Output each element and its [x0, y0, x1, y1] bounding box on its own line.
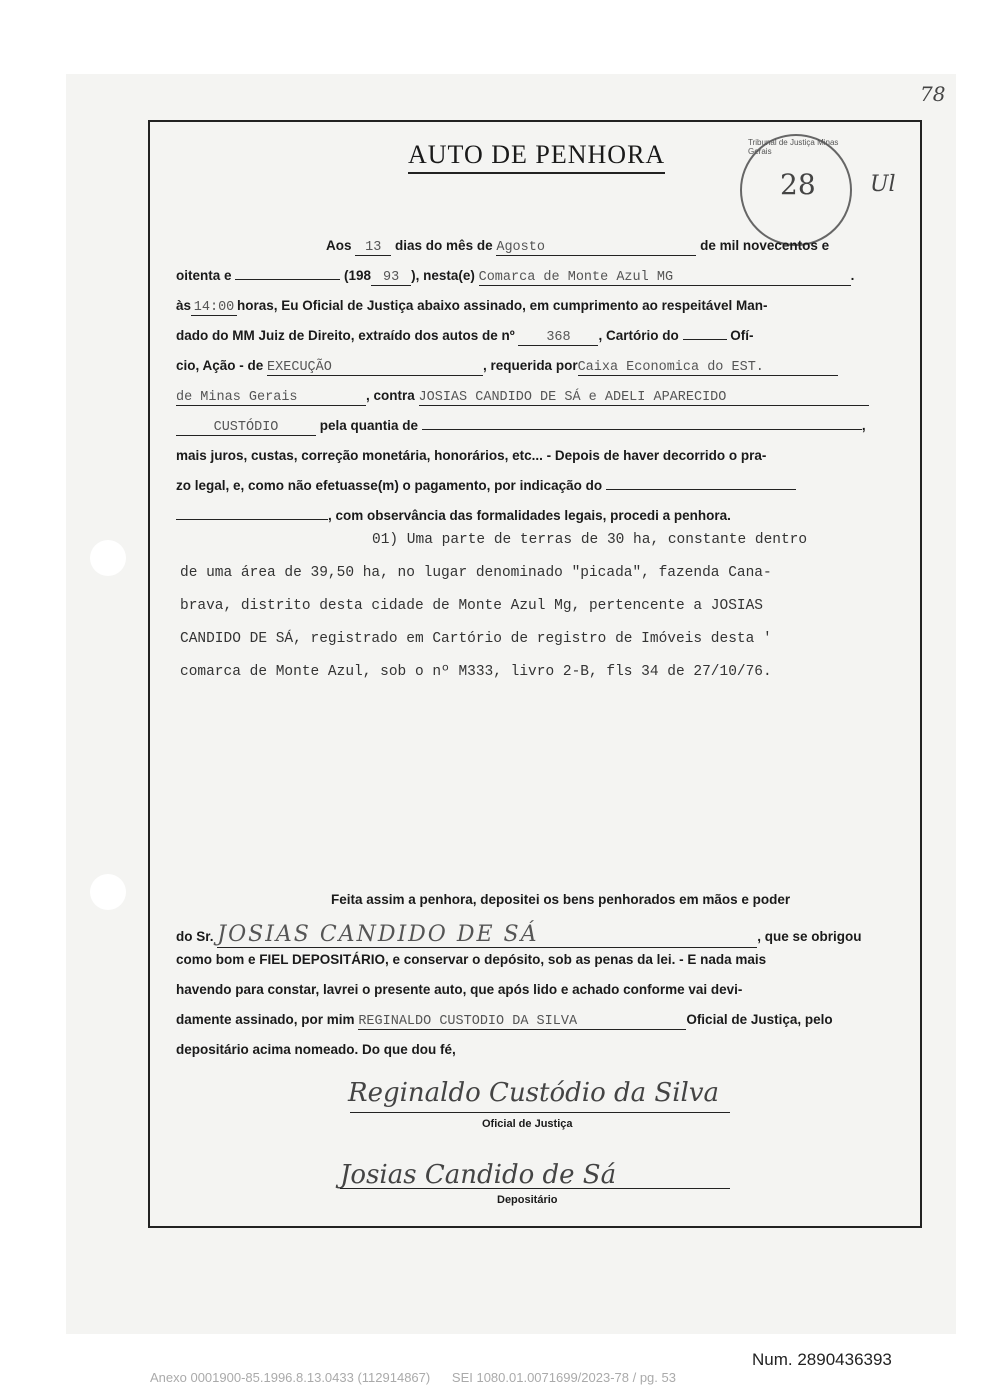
typed-line-5: comarca de Monte Azul, sob o nº M333, livro 2-B, fls 34 de 27/10/76.	[180, 664, 772, 680]
requester-field: Caixa Economica do EST.	[578, 360, 838, 376]
initials-note: Ul	[870, 172, 896, 197]
closing-line-3: como bom e FIEL DEPOSITÁRIO, e conservar o depósito, sob as penas da lei. - E nada mais	[176, 952, 767, 967]
closing-line-4: havendo para constar, lavrei o presente auto, que após lido e achado conforme vai devi-	[176, 982, 743, 997]
defendant-field-2: CUSTÓDIO	[176, 420, 316, 436]
depositary-signature-line	[340, 1188, 730, 1189]
day-field: 13	[355, 240, 391, 256]
officer-signature-line	[350, 1112, 730, 1113]
footer-reference: Anexo 0001900-85.1996.8.13.0433 (112914867) SEI 1080.01.0071699/2023-78 / pg. 53	[150, 1370, 676, 1385]
typed-line-4: CANDIDO DE SÁ, registrado em Cartório de registro de Imóveis desta '	[180, 631, 772, 647]
text-line-10: , com observância das formalidades legais, procedi a penhora.	[176, 508, 908, 523]
stamp-text: Tribunal de Justiça Minas Gerais	[748, 138, 839, 156]
text-line-4: dado do MM Juiz de Direito, extraído dos autos de nº 368 , Cartório do Ofí-	[176, 328, 754, 345]
text-line-5: cio, Ação - de EXECUÇÃO , requerida porCaixa Economica do EST.	[176, 358, 908, 376]
depositary-name-field: JOSIAS CANDIDO DE SÁ	[217, 922, 757, 948]
officer-name-field: REGINALDO CUSTODIO DA SILVA	[358, 1014, 686, 1030]
process-number-field: 368	[518, 330, 598, 346]
closing-line-1: Feita assim a penhora, depositei os bens penhorados em mãos e poder	[331, 892, 791, 907]
punch-hole	[90, 540, 126, 576]
text-line-3: às 14:00 horas, Eu Oficial de Justiça abaixo assinado, em cumprimento ao respeitável Man-	[176, 298, 768, 315]
depositary-signature: Josias Candido de Sá	[340, 1160, 617, 1190]
depositary-caption: Depositário	[497, 1194, 558, 1206]
action-field: EXECUÇÃO	[267, 360, 483, 376]
requester-field-2: de Minas Gerais	[176, 390, 366, 406]
officer-caption: Oficial de Justiça	[482, 1118, 573, 1130]
typed-line-2: de uma área de 39,50 ha, no lugar denominado "picada", fazenda Cana-	[180, 565, 772, 581]
closing-line-6: depositário acima nomeado. Do que dou fé,	[176, 1042, 456, 1057]
text-line-8: mais juros, custas, correção monetária, honorários, etc... - Depois de haver decorrido o pra-	[176, 448, 767, 463]
month-field: Agosto	[496, 240, 696, 256]
document-title: AUTO DE PENHORA	[408, 140, 665, 174]
defendant-field: JOSIAS CANDIDO DE SÁ e ADELI APARECIDO	[419, 390, 869, 406]
text-line-1: Aos 13 dias do mês de Agosto de mil novecentos e	[326, 238, 830, 255]
corner-page-note: 78	[920, 82, 946, 106]
text-line-2: oitenta e (198 93 ), nesta(e) Comarca de Monte Azul MG .	[176, 268, 855, 285]
time-field: 14:00	[191, 300, 237, 316]
text-line-7: CUSTÓDIO pela quantia de ,	[176, 418, 908, 436]
place-field: Comarca de Monte Azul MG	[479, 270, 851, 286]
closing-line-5: damente assinado, por mim REGINALDO CUSTODIO DA SILVA Oficial de Justiça, pelo	[176, 1012, 833, 1029]
document-number: Num. 2890436393	[752, 1350, 892, 1369]
punch-hole	[90, 874, 126, 910]
text-line-9: zo legal, e, como não efetuasse(m) o pagamento, por indicação do	[176, 478, 908, 493]
year-field: 93	[371, 270, 411, 286]
closing-line-2: do Sr. JOSIAS CANDIDO DE SÁ , que se obrigou	[176, 922, 862, 947]
typed-line-1: 01) Uma parte de terras de 30 ha, constante dentro	[372, 532, 808, 548]
officer-signature: Reginaldo Custódio da Silva	[348, 1078, 720, 1108]
stamp-number: 28	[780, 168, 816, 201]
typed-line-3: brava, distrito desta cidade de Monte Azul Mg, pertencente a JOSIAS	[180, 598, 763, 614]
text-line-6: de Minas Gerais , contra JOSIAS CANDIDO DE SÁ e ADELI APARECIDO	[176, 388, 908, 406]
